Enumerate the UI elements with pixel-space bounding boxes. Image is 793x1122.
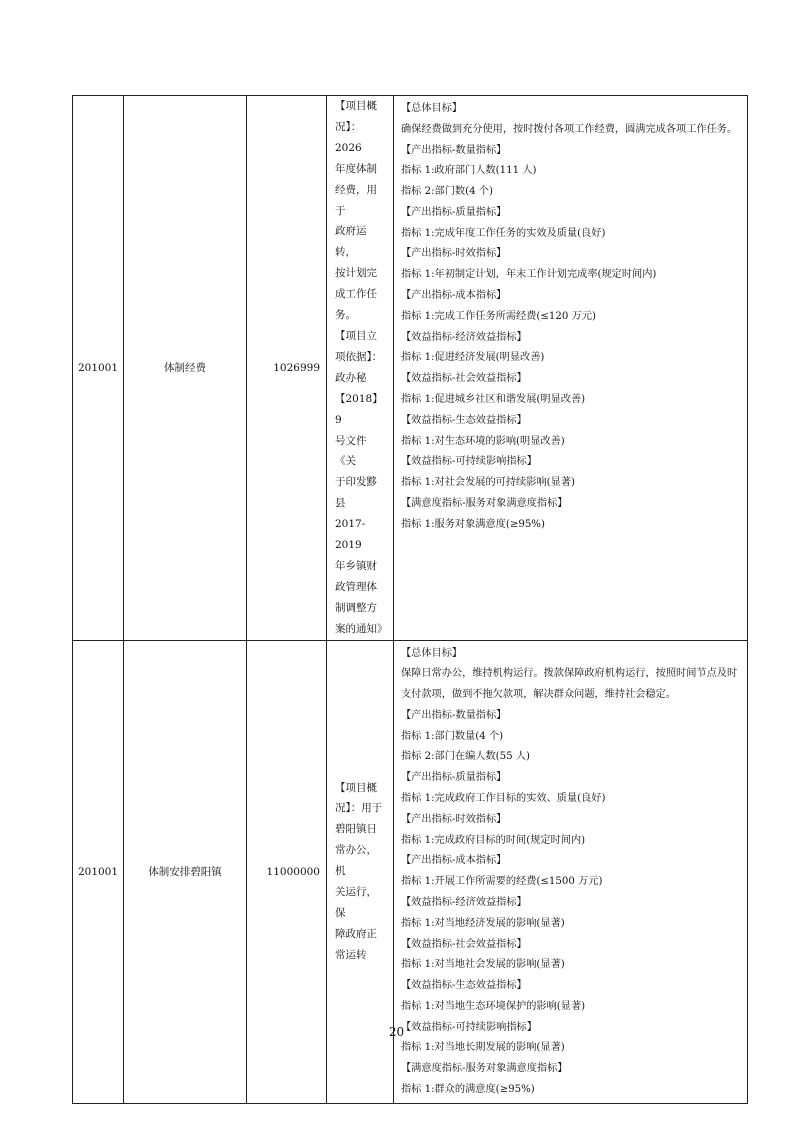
goal-line: 指标 1:群众的满意度(≥95%) [401,1083,535,1095]
goal-heading: 【总体目标】 [401,103,463,114]
goal-line: 【满意度指标-服务对象满意度指标】 [401,1063,568,1075]
goal-line: 【效益指标-经济效益指标】 [401,896,527,908]
goal-line: 指标 1:促进经济发展(明显改善) [401,352,545,364]
goal-line: 指标 1:部门数量(4 个) [401,730,504,742]
subject-code: 201001 [73,640,124,1103]
goal-line: 【产出指标-质量指标】 [401,772,507,784]
description-line: 况】：用于 [335,802,383,815]
goal-line: 【效益指标-经济效益指标】 [401,331,527,343]
project-amount: 11000000 [247,640,327,1103]
goal-line: 指标 2:部门在编人数(55 人) [401,751,530,763]
description-line: 常运转 [335,948,367,961]
goal-line: 指标 1:完成年度工作任务的实效及质量(良好) [401,227,606,239]
goal-line: 指标 1:完成工作任务所需经费(≤120 万元) [401,310,596,322]
goal-line: 【效益指标-社会效益指标】 [401,373,527,385]
description-line: 【项目立 [335,329,377,342]
goal-heading: 【总体目标】 [401,647,463,659]
description-line: 【项目概 [335,100,377,112]
project-name: 体制经费 [124,96,247,641]
goal-line: 【效益指标-生态效益指标】 [401,414,527,426]
description-line: 成工作任 [335,288,377,301]
goal-line: 【效益指标-生态效益指标】 [401,980,527,992]
description-line: 障政府正 [335,927,377,940]
goal-line: 【产出指标-数量指标】 [401,709,507,721]
page-number: 20 [388,1025,405,1039]
description-line: 政办秘 [335,371,367,384]
description-line: 案的通知》 [335,622,388,635]
goal-line: 【效益指标-可持续影响指标】 [401,1021,537,1033]
project-description [327,96,394,641]
goal-line: 指标 1:对社会发展的可持续影响(显著) [401,477,575,489]
goal-line: 指标 2:部门数(4 个) [401,186,493,198]
description-line: 政管理体 [335,580,377,593]
subject-code: 201001 [73,96,124,641]
goal-line: 【产出指标-数量指标】 [401,144,507,156]
goal-line: 指标 1:对当地长期发展的影响(显著) [401,1042,565,1054]
project-amount: 1026999 [247,96,327,641]
goal-line: 指标 1:完成政府目标的时间(规定时间内) [401,834,586,846]
project-name: 体制安排碧阳镇 [124,640,247,1103]
goal-line: 指标 1:年初制定计划，年末工作计划完成率(规定时间内) [401,269,657,281]
description-line: 务。 [335,309,356,322]
description-line: 于印发黟 [335,476,377,489]
description-line: 制调整方 [335,601,377,614]
description-line: 年乡镇财 [335,559,377,572]
goal-line: 【产出指标-时效指标】 [401,813,507,825]
description-line: 况】：2026 [335,120,362,154]
goal-line: 指标 1:开展工作所需要的经费(≤1500 万元) [401,876,603,888]
goal-line: 指标 1:对当地生态环境保护的影响(显著) [401,1000,586,1012]
goal-line: 【产出指标-成本指标】 [401,290,507,302]
description-line: 常办公，机 [335,844,377,878]
description-line: 碧阳镇日 [335,823,377,836]
performance-goals [394,96,748,641]
description-line: 【项目概 [335,781,377,794]
goal-line: 指标 1:政府部门人数(111 人) [401,165,537,177]
table-row [73,96,748,641]
goal-line: 【产出指标-成本指标】 [401,855,507,867]
goal-line: 【满意度指标-服务对象满意度指标】 [401,497,568,509]
description-line: 按计划完 [335,267,377,280]
goal-line: 指标 1:完成政府工作目标的实效、质量(良好) [401,793,606,805]
goal-line: 保障日常办公，维持机构运行。拨款保障政府机构运行，按照时间节点及时支付款项，做到不拖欠款项，解决群众问题，维持社会稳定。 [401,668,738,701]
budget-table [72,95,748,1104]
goal-line: 【效益指标-可持续影响指标】 [401,456,537,468]
goal-line: 【产出指标-质量指标】 [401,206,507,218]
description-line: 政府运转， [335,225,367,259]
description-line: 项依据】： [335,350,383,363]
goal-line: 指标 1:对当地社会发展的影响(显著) [401,959,565,971]
goal-line: 指标 1:对生态环境的影响(明显改善) [401,435,565,447]
goal-line: 指标 1:促进城乡社区和谐发展(明显改善) [401,393,586,405]
goal-line: 【效益指标-社会效益指标】 [401,938,527,950]
goal-line: 【产出指标-时效指标】 [401,248,507,260]
description-line: 号文件《关 [335,434,367,468]
description-line: 关运行，保 [335,886,377,920]
description-line: 年度体制 [335,162,377,175]
goal-line: 指标 1:服务对象满意度(≥95%) [401,518,545,530]
description-line: 2017-2019 [335,518,366,552]
description-line: 经费，用于 [335,183,377,217]
goal-line: 确保经费做到充分使用，按时拨付各项工作经费，圆满完成各项工作任务。 [401,123,738,135]
description-line: 县 [335,497,346,510]
goal-line: 指标 1:对当地经济发展的影响(显著) [401,917,565,929]
description-line: 【2018】9 [335,392,383,426]
